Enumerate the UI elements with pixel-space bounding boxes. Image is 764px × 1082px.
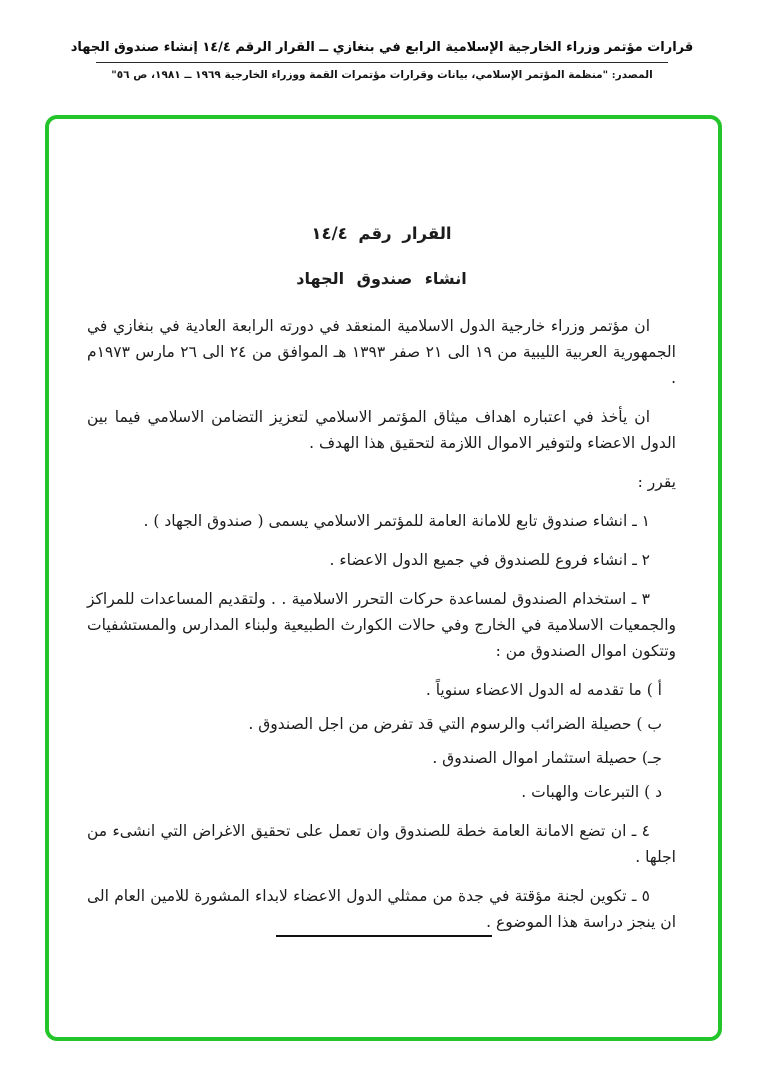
resolution-item-4: ٤ ـ ان تضع الامانة العامة خطة للصندوق وان تعمل على تحقيق الاغراض التي انشىء من اجلها . [87,822,676,866]
fund-source-item-a: أ ) ما تقدمه له الدول الاعضاء سنوياً . [425,681,662,699]
resolution-title-heading: انشاء صندوق الجهاد [296,269,467,288]
preamble-paragraph-1: ان مؤتمر وزراء خارجية الدول الاسلامية المنعقد في دورته الرابعة العادية في بنغازي في الجمهورية العربية الليبية من ١٩ الى ٢١ صفر ١٣٩٣ هـ الموافق من ٢٤ الى ٢٦ مارس ١٩٧٣م . [87,317,676,387]
end-divider-line [276,935,492,937]
fund-source-item-d: د ) التبرعات والهبات . [521,783,662,801]
citation-source: المصدر: "منظمة المؤتمر الإسلامي، بيانات وقرارات مؤتمرات القمة ووزراء الخارجية ١٩٦٩ ــ ١٩٨١، ص ٥٦" [111,69,653,81]
fund-source-item-c: جـ) حصيلة استثمار اموال الصندوق . [432,749,662,767]
preamble-paragraph-2: ان يأخذ في اعتباره اهداف ميثاق المؤتمر الاسلامي لتعزيز التضامن الاسلامي فيما بين الدول الاعضاء ولتوفير الاموال اللازمة لتحقيق هذا الهدف . [87,408,676,452]
document-page [49,119,718,1037]
citation-header [0,0,764,81]
resolution-item-1: ١ ـ انشاء صندوق تابع للامانة العامة للمؤتمر الاسلامي يسمى ( صندوق الجهاد ) . [143,512,650,530]
resolution-number-heading: القرار رقم ١٤/٤ [311,224,452,243]
fund-source-item-b: ب ) حصيلة الضرائب والرسوم التي قد تفرض من اجل الصندوق . [248,715,662,733]
citation-title: قرارات مؤتمر وزراء الخارجية الإسلامية الرابع في بنغازي ــ القرار الرقم ١٤/٤ إنشاء صندوق الجهاد [70,40,694,55]
decides-label: يقرر : [637,473,676,491]
fund-sources-list [87,677,676,805]
resolution-item-2: ٢ ـ انشاء فروع للصندوق في جميع الدول الاعضاء . [329,551,650,569]
highlight-border-box [45,115,722,1041]
resolution-item-5: ٥ ـ تكوين لجنة مؤقتة في جدة من ممثلي الدول الاعضاء لابداء المشورة للامين العام الى ان ينجز دراسة هذا الموضوع . [87,887,676,931]
header-divider [96,62,668,63]
resolution-item-3: ٣ ـ استخدام الصندوق لمساعدة حركات التحرر الاسلامية . . ولتقديم المساعدات للمراكز والجمعيات الاسلامية في الخارج وفي حالات الكوارث الطبيعية ولبناء المدارس والمستشفيات وتتكون اموال الصندوق من : [87,590,676,660]
